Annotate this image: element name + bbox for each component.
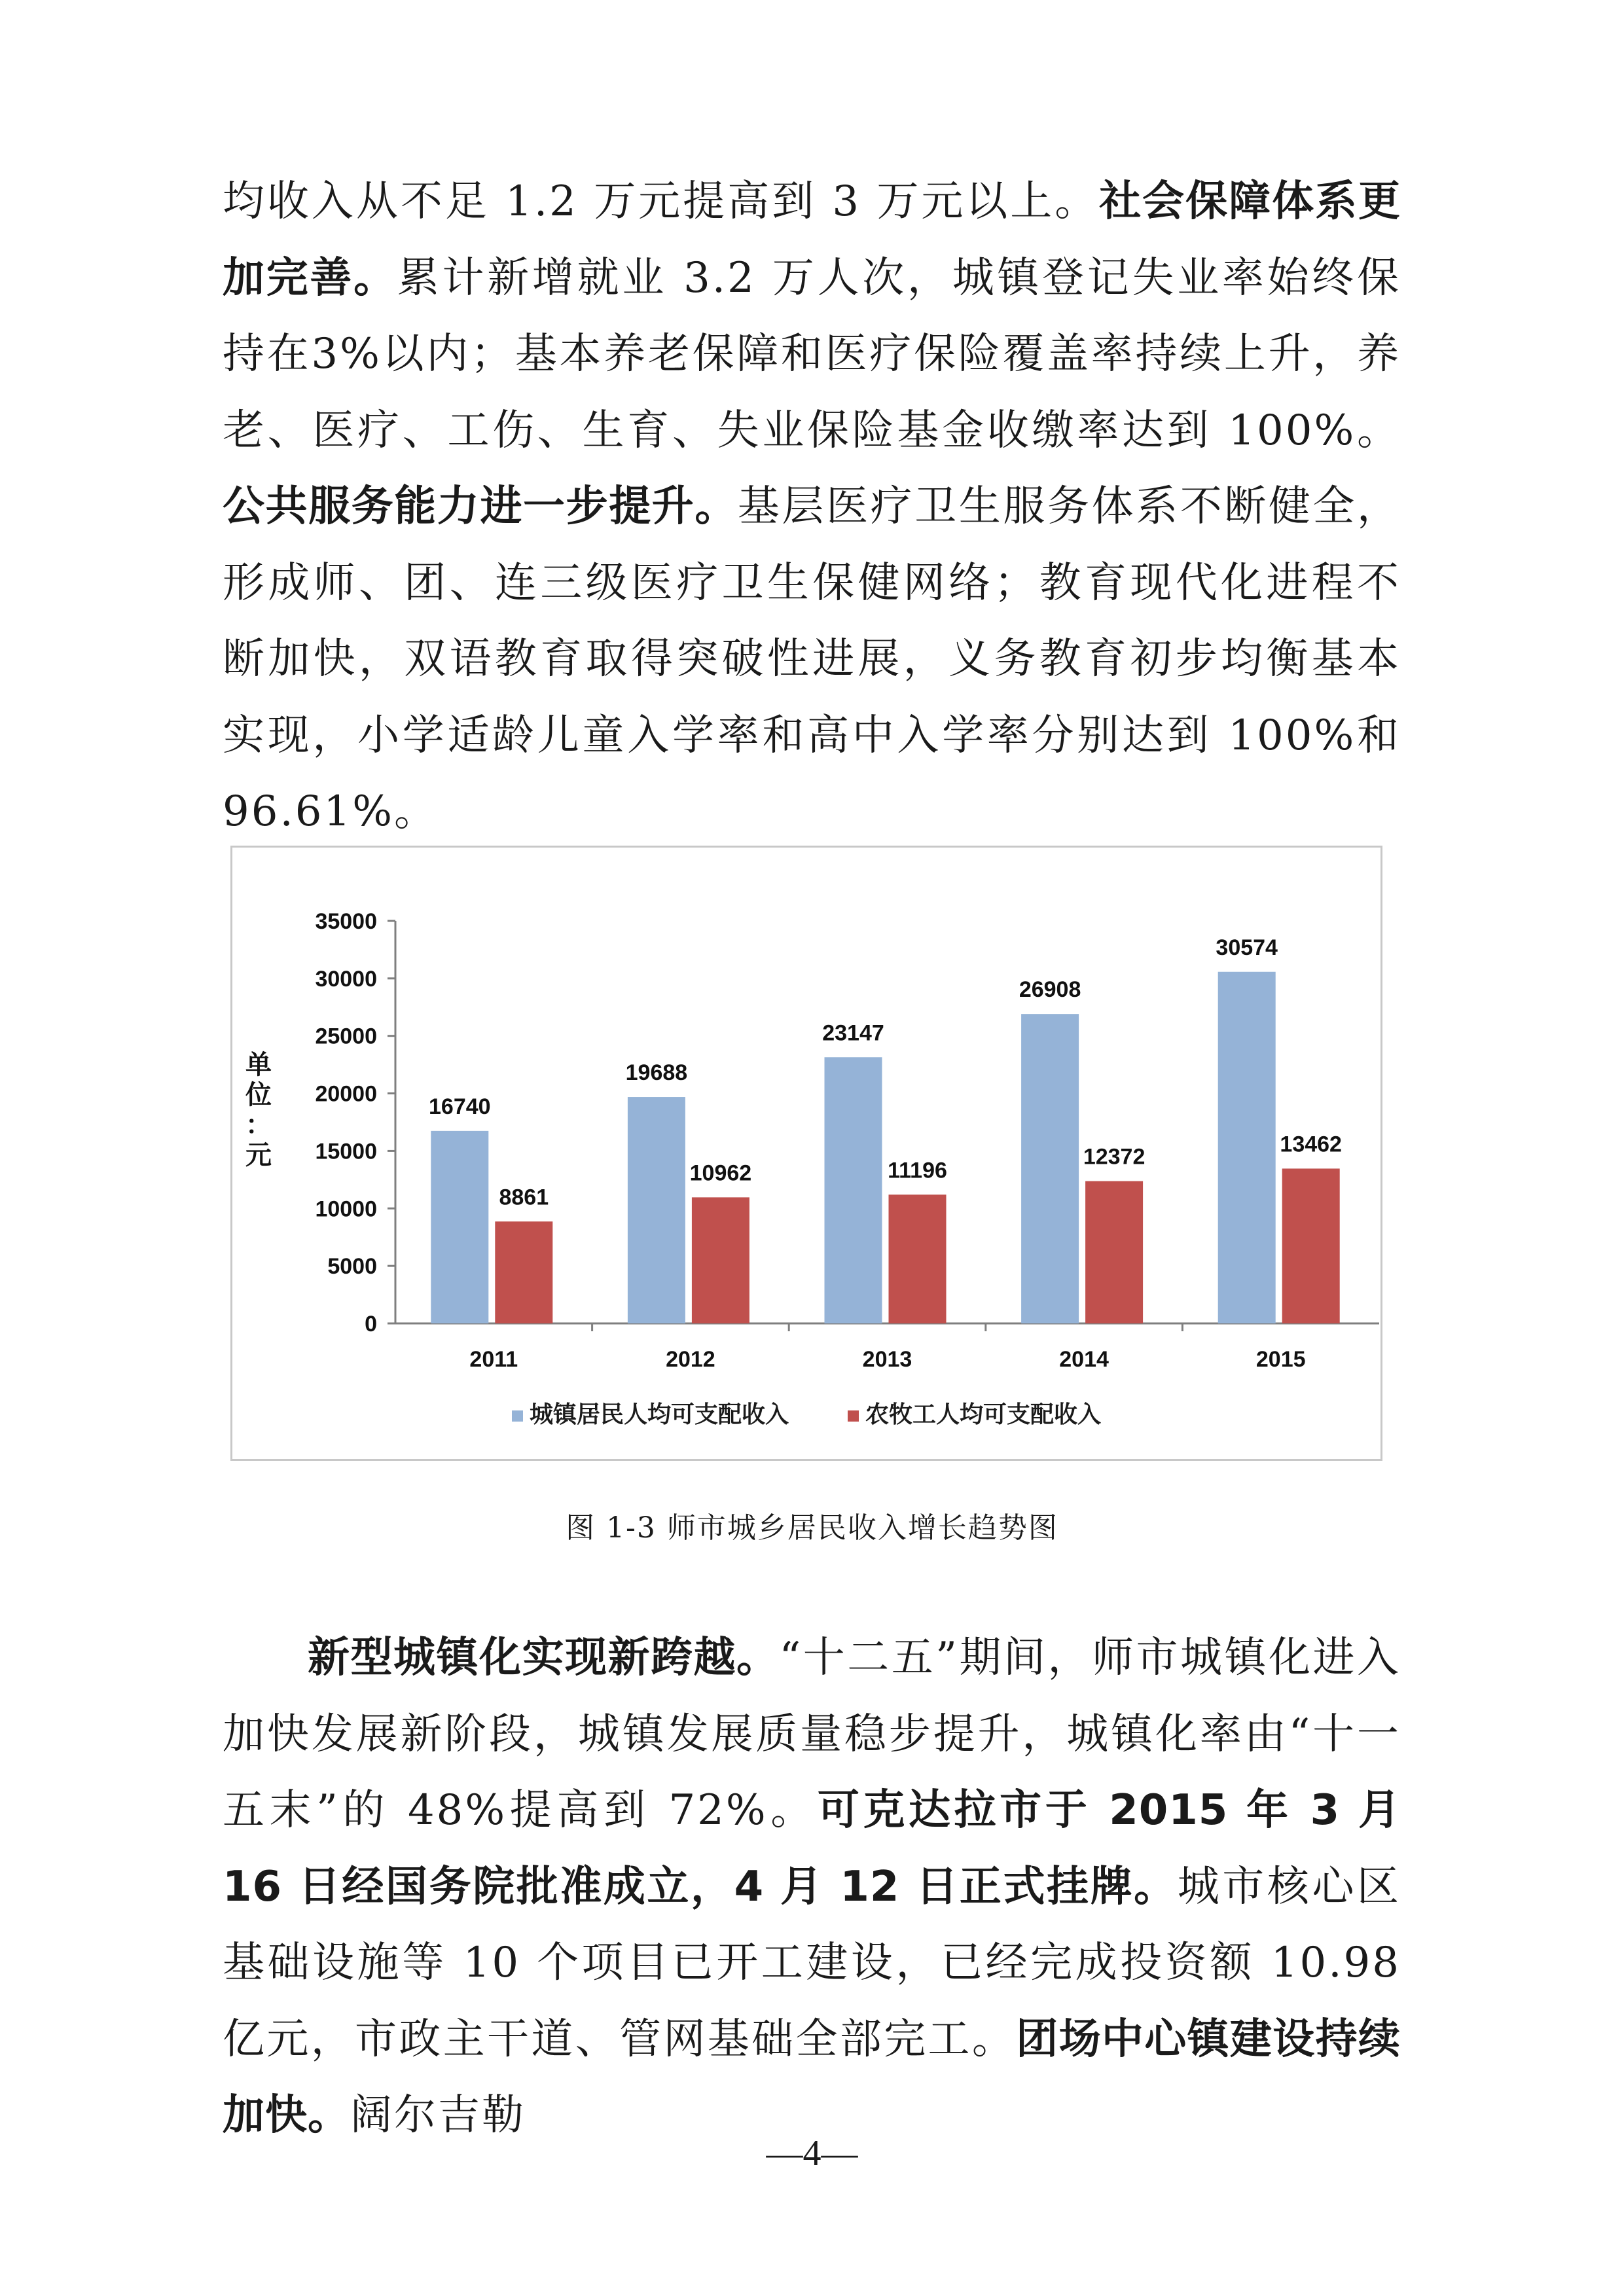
- y-tick-label: 30000: [315, 966, 377, 992]
- x-tick-label: 2011: [469, 1347, 518, 1372]
- paragraph1-run: 均收入从不足 1.2 万元提高到 3 万元以上。: [223, 177, 1100, 226]
- y-axis-unit-char: 元: [245, 1140, 272, 1170]
- x-tick-label: 2013: [862, 1347, 912, 1372]
- paragraph-income-social: [223, 164, 1401, 850]
- y-tick-label: 25000: [315, 1024, 377, 1049]
- data-label: 23147: [822, 1020, 884, 1046]
- paragraph2-run: 可克达拉市于 2015 年 3 月 16 日经国务院批准成立，4 月 12 日正式挂牌。: [223, 1786, 1401, 1911]
- bar-farmer-2012: [692, 1197, 749, 1323]
- paragraph1-run: 公共服务能力进一步提升。: [223, 482, 738, 531]
- x-tick-label: 2014: [1059, 1347, 1109, 1372]
- legend-swatch: [512, 1410, 523, 1422]
- paragraph2-run: 新型城镇化实现新跨越。: [308, 1634, 780, 1682]
- paragraph1-run: 累计新增就业 3.2 万人次，城镇登记失业率始终保持在3%以内；基本养老保障和医疗保险覆盖率持续上升，养老、医疗、工伤、生育、失业保险基金收缴率达到 100%。: [223, 253, 1401, 455]
- paragraph1-run: 社会保障体系更加完善。: [223, 177, 1401, 302]
- legend-item: [512, 1396, 789, 1429]
- page-number: —4—: [766, 2133, 858, 2174]
- data-label: 30574: [1216, 935, 1278, 960]
- income-chart: [230, 846, 1382, 1461]
- data-label: 13462: [1280, 1132, 1342, 1157]
- x-tick-label: 2015: [1255, 1347, 1306, 1372]
- legend-swatch: [848, 1410, 859, 1422]
- y-tick-label: 10000: [315, 1196, 377, 1222]
- y-tick-label: 35000: [315, 909, 377, 934]
- legend-label: 农牧工人均可支配收入: [865, 1401, 1102, 1428]
- legend-item: [848, 1396, 1101, 1429]
- figure-caption: 图 1-3 师市城乡居民收入增长趋势图: [566, 1511, 1058, 1545]
- data-label: 19688: [625, 1060, 688, 1086]
- bar-urban-2014: [1021, 1014, 1079, 1323]
- data-label: 12372: [1083, 1144, 1146, 1170]
- data-label: 16740: [429, 1094, 491, 1119]
- bar-urban-2011: [431, 1131, 488, 1323]
- bar-farmer-2015: [1282, 1168, 1340, 1323]
- y-tick-label: 20000: [315, 1081, 377, 1107]
- paragraph2-run: 团场中心镇建设持续加快。: [223, 2015, 1401, 2140]
- y-tick-label: 0: [365, 1312, 377, 1336]
- x-tick-label: 2012: [666, 1347, 715, 1372]
- y-tick-label: 15000: [315, 1139, 377, 1164]
- paragraph2-run: 阔尔吉勒: [350, 2091, 526, 2140]
- data-label: 11196: [888, 1158, 947, 1183]
- data-label: 10962: [689, 1160, 752, 1186]
- bar-farmer-2013: [889, 1194, 947, 1323]
- paragraph1-run: 基层医疗卫生服务体系不断健全，形成师、团、连三级医疗卫生保健网络；教育现代化进程不断加快，双语教育取得突破性进展，义务教育初步均衡基本实现，小学适龄儿童入学率和高中入学率分别达到 100%和 96.61%。: [223, 482, 1401, 836]
- y-axis-unit-char: 位: [245, 1080, 272, 1110]
- income-chart-svg: [232, 848, 1380, 1459]
- paragraph2-run: “十二五”期间，师市城镇化进入加快发展新阶段，城镇发展质量稳步提升，城镇化率由“十一五末”的 48%提高到 72%。: [223, 1634, 1401, 1835]
- bar-urban-2012: [628, 1097, 685, 1323]
- y-tick-label: 5000: [327, 1254, 377, 1280]
- paragraph-urbanization: [223, 1620, 1401, 2154]
- bar-urban-2013: [825, 1057, 882, 1323]
- y-axis-unit-char: 单: [245, 1050, 272, 1080]
- y-axis-unit-char: ：: [245, 1110, 272, 1140]
- paragraph2-run: 城市核心区基础设施等 10 个项目已开工建设，已经完成投资额 10.98 亿元，市政主干道、管网基础全部完工。: [223, 1862, 1401, 2064]
- chart-legend: [232, 1396, 1380, 1429]
- legend-label: 城镇居民人均可支配收入: [529, 1401, 789, 1428]
- data-label: 26908: [1019, 977, 1081, 1003]
- bar-urban-2015: [1218, 972, 1276, 1323]
- bar-farmer-2011: [495, 1221, 552, 1323]
- data-label: 8861: [499, 1185, 549, 1210]
- bar-farmer-2014: [1085, 1181, 1143, 1323]
